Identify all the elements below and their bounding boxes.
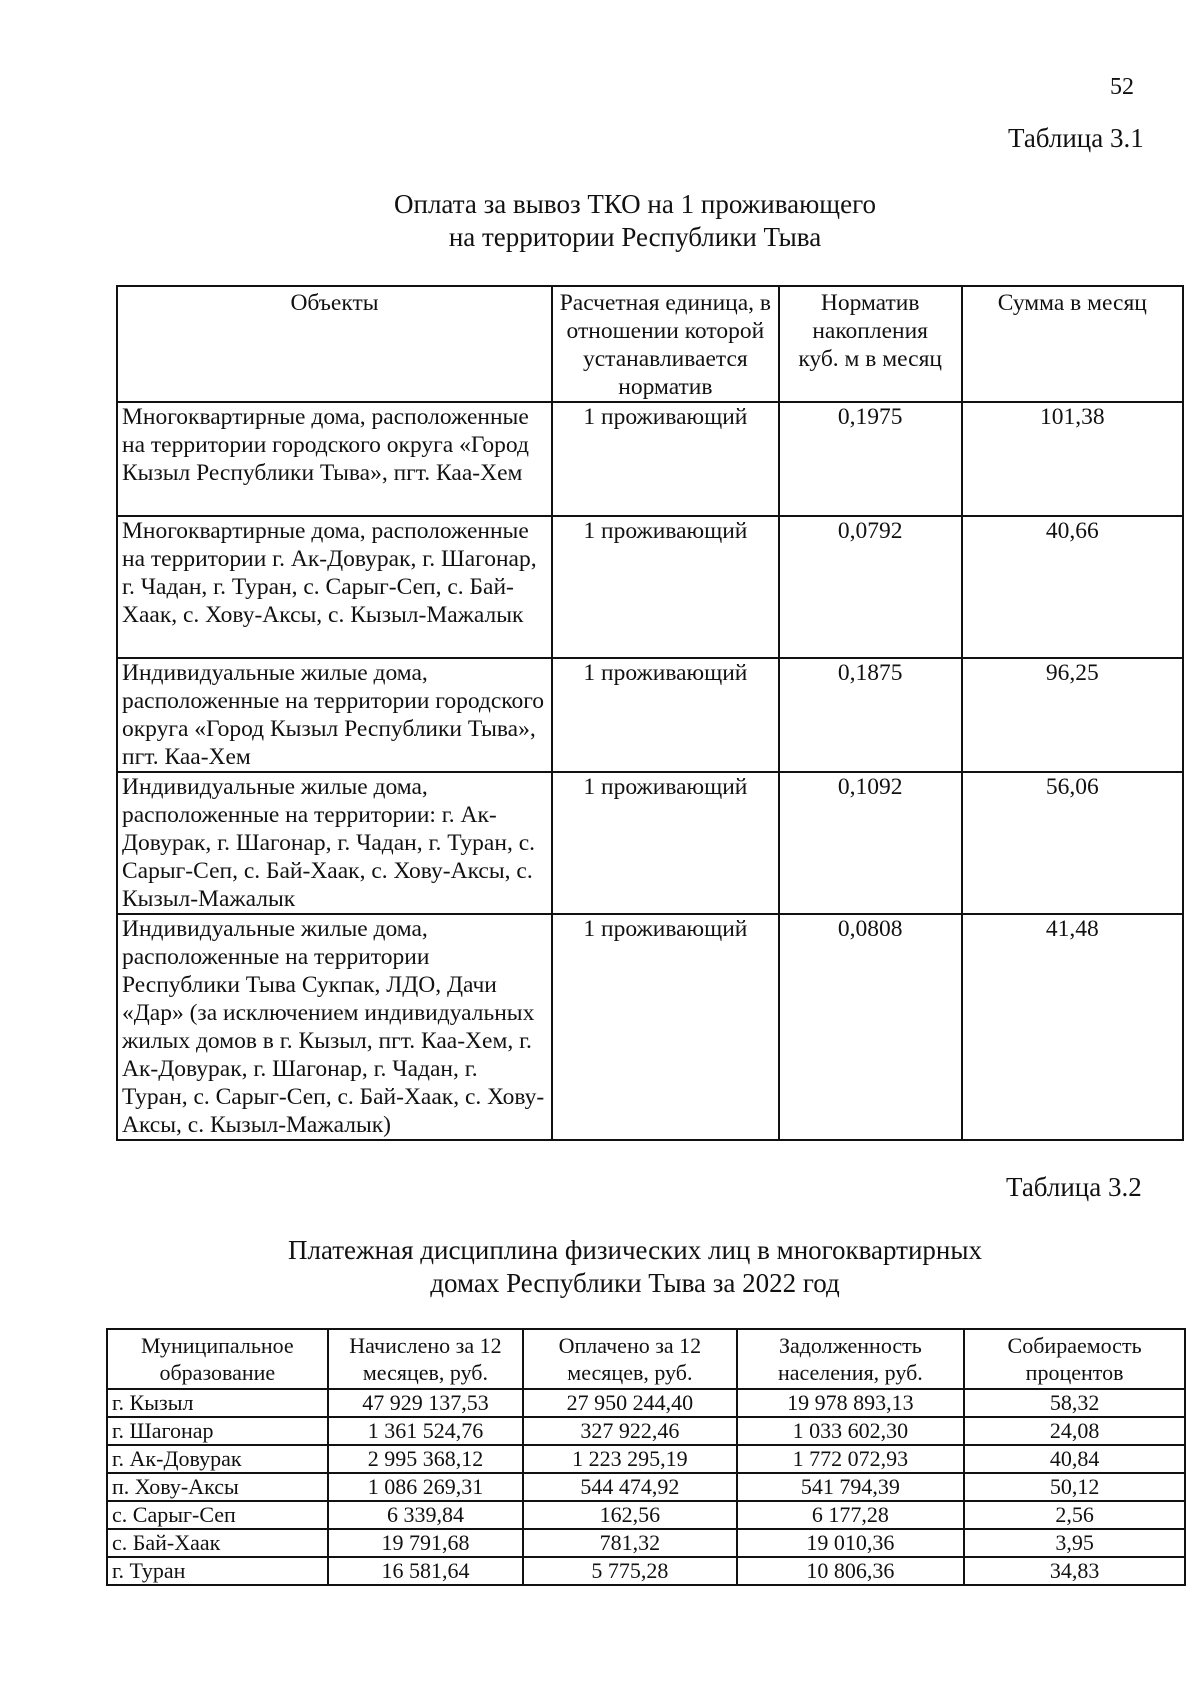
cell-sum: 56,06	[962, 772, 1183, 914]
cell-charged: 1 361 524,76	[328, 1417, 524, 1445]
header-debt: Задолженность населения, руб.	[737, 1329, 965, 1389]
cell-unit: 1 проживающий	[552, 402, 779, 516]
cell-municipality: г. Кызыл	[107, 1389, 328, 1417]
cell-unit: 1 проживающий	[552, 658, 779, 772]
cell-paid: 327 922,46	[523, 1417, 736, 1445]
cell-collection: 24,08	[964, 1417, 1185, 1445]
cell-sum: 101,38	[962, 402, 1183, 516]
cell-collection: 58,32	[964, 1389, 1185, 1417]
table-3-1-header-row	[117, 286, 1183, 402]
table-3-2	[106, 1328, 1186, 1586]
cell-debt: 1 033 602,30	[737, 1417, 965, 1445]
table-row	[107, 1417, 1185, 1445]
table-3-1	[116, 285, 1184, 1141]
cell-debt: 6 177,28	[737, 1501, 965, 1529]
cell-paid: 781,32	[523, 1529, 736, 1557]
table-row	[107, 1501, 1185, 1529]
table-row	[117, 658, 1183, 772]
table-3-2-title	[0, 1234, 1200, 1300]
cell-norm: 0,0792	[779, 516, 962, 658]
table-row	[117, 914, 1183, 1140]
cell-sum: 96,25	[962, 658, 1183, 772]
cell-municipality: с. Сарыг-Сеп	[107, 1501, 328, 1529]
table-3-1-title-line-1: Оплата за вывоз ТКО на 1 проживающего	[394, 189, 876, 219]
cell-debt: 10 806,36	[737, 1557, 965, 1585]
table-row	[107, 1445, 1185, 1473]
cell-sum: 40,66	[962, 516, 1183, 658]
table-row	[117, 516, 1183, 658]
cell-charged: 16 581,64	[328, 1557, 524, 1585]
cell-collection: 34,83	[964, 1557, 1185, 1585]
cell-paid: 5 775,28	[523, 1557, 736, 1585]
table-row	[117, 402, 1183, 516]
cell-norm: 0,1975	[779, 402, 962, 516]
table-row	[117, 772, 1183, 914]
table-3-2-title-line-1: Платежная дисциплина физических лиц в многоквартирных	[287, 1235, 983, 1265]
cell-collection: 50,12	[964, 1473, 1185, 1501]
cell-municipality: г. Шагонар	[107, 1417, 328, 1445]
table-3-2-title-line-2: домах Республики Тыва за 2022 год	[430, 1268, 840, 1298]
table-3-1-label: Таблица 3.1	[1008, 123, 1144, 153]
cell-unit: 1 проживающий	[552, 772, 779, 914]
table-row	[107, 1389, 1185, 1417]
table-row	[107, 1473, 1185, 1501]
cell-object: Многоквартирные дома, расположенные на территории городского округа «Город Кызыл Республики Тыва», пгт. Каа-Хем	[117, 402, 552, 516]
header-sum: Сумма в месяц	[962, 286, 1183, 402]
cell-norm: 0,0808	[779, 914, 962, 1140]
cell-debt: 541 794,39	[737, 1473, 965, 1501]
cell-object: Многоквартирные дома, расположенные на территории г. Ак-Довурак, г. Шагонар, г. Чадан, г. Туран, с. Сарыг-Сеп, с. Бай-Хаак, с. Хову-Аксы, с. Кызыл-Мажалык	[117, 516, 552, 658]
cell-paid: 27 950 244,40	[523, 1389, 736, 1417]
cell-sum: 41,48	[962, 914, 1183, 1140]
cell-charged: 6 339,84	[328, 1501, 524, 1529]
cell-norm: 0,1875	[779, 658, 962, 772]
header-charged: Начислено за 12 месяцев, руб.	[328, 1329, 524, 1389]
table-3-2-label: Таблица 3.2	[1006, 1172, 1142, 1202]
cell-collection: 40,84	[964, 1445, 1185, 1473]
table-row	[107, 1529, 1185, 1557]
cell-object: Индивидуальные жилые дома, расположенные на территории Республики Тыва Сукпак, ЛДО, Дачи «Дар» (за исключением индивидуальных жилых домов в г. Кызыл, пгт. Каа-Хем, г. Ак-Довурак, г. Шагонар, г. Чадан, г. Туран, с. Сарыг-Сеп, с. Бай-Хаак, с. Хову-Аксы, с. Кызыл-Мажалык)	[117, 914, 552, 1140]
cell-unit: 1 проживающий	[552, 914, 779, 1140]
cell-debt: 1 772 072,93	[737, 1445, 965, 1473]
cell-paid: 1 223 295,19	[523, 1445, 736, 1473]
cell-paid: 162,56	[523, 1501, 736, 1529]
header-collection: Собираемость процентов	[964, 1329, 1185, 1389]
cell-municipality: с. Бай-Хаак	[107, 1529, 328, 1557]
cell-object: Индивидуальные жилые дома, расположенные на территории: г. Ак-Довурак, г. Шагонар, г. Чадан, г. Туран, с. Сарыг-Сеп, с. Бай-Хаак, с. Хову-Аксы, с. Кызыл-Мажалык	[117, 772, 552, 914]
cell-norm: 0,1092	[779, 772, 962, 914]
cell-charged: 2 995 368,12	[328, 1445, 524, 1473]
cell-charged: 1 086 269,31	[328, 1473, 524, 1501]
cell-unit: 1 проживающий	[552, 516, 779, 658]
cell-municipality: г. Туран	[107, 1557, 328, 1585]
header-municipality: Муниципальное образование	[107, 1329, 328, 1389]
table-row	[107, 1557, 1185, 1585]
cell-debt: 19 978 893,13	[737, 1389, 965, 1417]
cell-municipality: г. Ак-Довурак	[107, 1445, 328, 1473]
table-3-1-title	[0, 188, 1200, 254]
cell-charged: 19 791,68	[328, 1529, 524, 1557]
header-norm: Норматив накопления куб. м в месяц	[779, 286, 962, 402]
cell-debt: 19 010,36	[737, 1529, 965, 1557]
header-unit: Расчетная единица, в отношении которой устанавливается норматив	[552, 286, 779, 402]
cell-paid: 544 474,92	[523, 1473, 736, 1501]
page-number: 52	[1110, 74, 1134, 100]
table-3-1-title-line-2: на территории Республики Тыва	[448, 222, 822, 252]
cell-municipality: п. Хову-Аксы	[107, 1473, 328, 1501]
header-paid: Оплачено за 12 месяцев, руб.	[523, 1329, 736, 1389]
cell-collection: 3,95	[964, 1529, 1185, 1557]
cell-charged: 47 929 137,53	[328, 1389, 524, 1417]
header-objects: Объекты	[117, 286, 552, 402]
cell-object: Индивидуальные жилые дома, расположенные на территории городского округа «Город Кызыл Республики Тыва», пгт. Каа-Хем	[117, 658, 552, 772]
cell-collection: 2,56	[964, 1501, 1185, 1529]
table-3-2-header-row	[107, 1329, 1185, 1389]
